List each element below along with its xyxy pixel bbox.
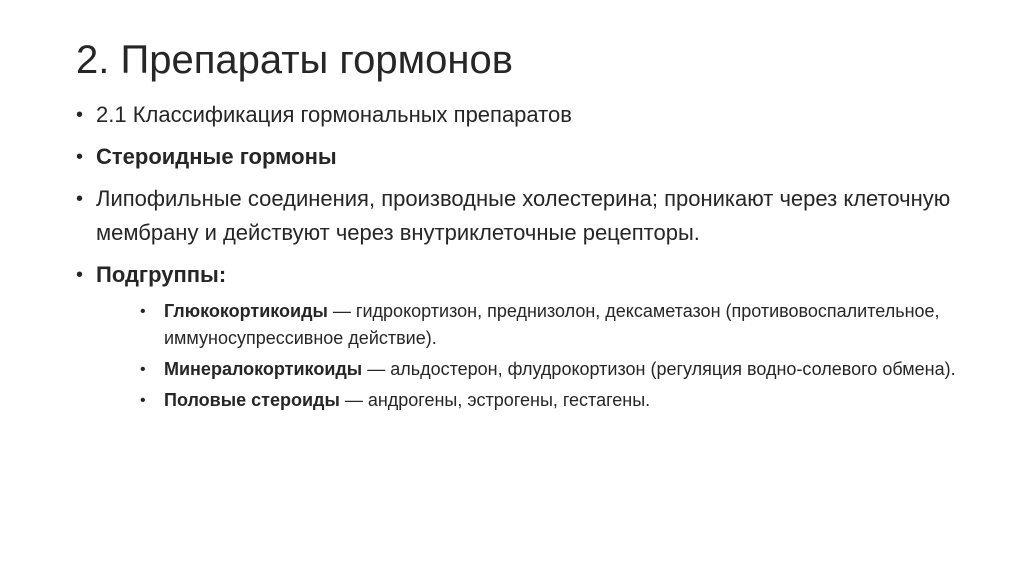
bullet-icon: • [140,303,146,320]
bullet-item-classification [76,98,976,132]
subgroup-description: — альдостерон, флудрокортизон (регуляция водно-солевого обмена). [362,359,956,379]
bullet-text: Липофильные соединения, производные холестерина; проникают через клеточную мембрану и действуют через внутриклеточные рецепторы. [96,186,951,245]
slide-title: 2. Препараты гормонов [76,38,513,82]
slide-content [76,98,976,418]
subgroup-name: Половые стероиды [164,390,340,410]
bullet-text: Подгруппы: [96,262,227,287]
bullet-text: 2.1 Классификация гормональных препаратов [96,102,572,127]
bullet-icon: • [140,361,146,378]
subgroup-name: Глюкокортикоиды [164,301,328,321]
subgroup-description: — андрогены, эстрогены, гестагены. [339,390,651,410]
bullet-icon: • [76,104,84,126]
subgroup-item-mineralocorticoids [140,356,976,383]
bullet-item-steroid-hormones [76,140,976,174]
bullet-text: Стероидные гормоны [96,144,337,169]
bullet-icon: • [76,188,84,210]
bullet-item-description [76,182,976,250]
subgroup-item-glucocorticoids [140,298,976,352]
subgroup-description: — гидрокортизон, преднизолон, дексаметазон (противовоспалительное, иммуносупрессивное действие). [164,301,940,348]
subgroup-name: Минералокортикоиды [164,359,363,379]
bullet-icon: • [76,146,84,168]
bullet-icon: • [140,392,146,409]
subgroup-list [76,298,976,414]
subgroup-item-sex-steroids [140,387,976,414]
bullet-item-subgroups [76,258,976,292]
bullet-icon: • [76,264,84,286]
